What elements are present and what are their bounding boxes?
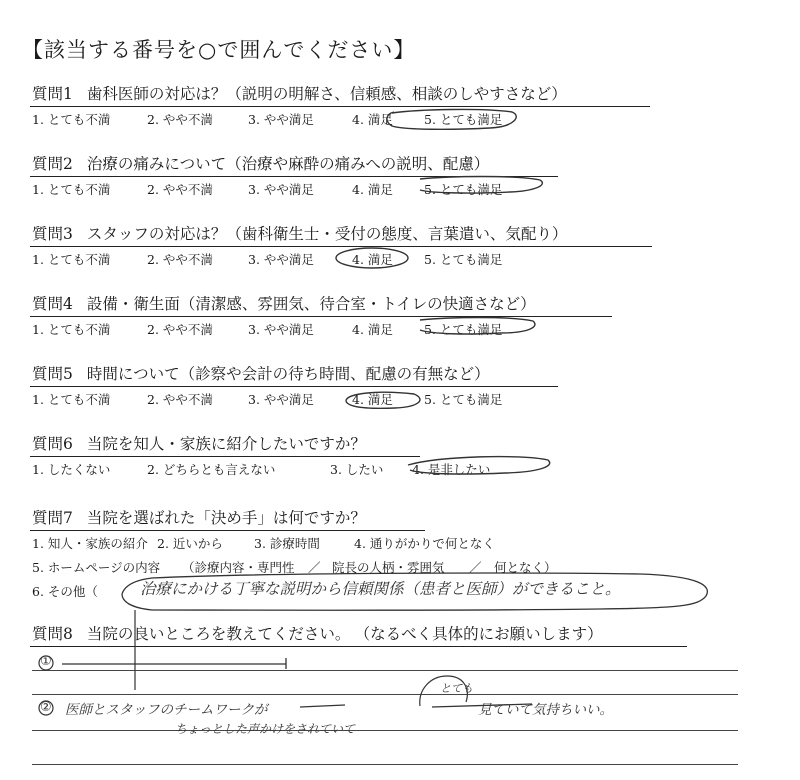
q7-option-2[interactable]: 2. 近いから [157, 536, 223, 551]
q8-note: （なるべく具体的にお願いします） [362, 625, 603, 643]
q8-text: 当院の良いところを教えてください。 [86, 625, 351, 643]
q7-circle-mark [122, 573, 707, 610]
answer-marker-2: ② [40, 700, 52, 715]
q7-option-5[interactable]: 5. ホームページの内容 [32, 560, 161, 575]
q5-label: 質問5 [32, 365, 73, 383]
q7-text: 当院を選ばれた「決め手」は何ですか？ [86, 509, 366, 527]
q1-text: 歯科医師の対応は？（説明の明解さ、信頼感、相談のしやすさなど） [86, 85, 567, 103]
q2-label: 質問2 [32, 155, 73, 173]
answer-1-circle [39, 656, 53, 670]
answer-text-2a: 医師とスタッフのチームワークが [65, 702, 268, 718]
q6-option-1[interactable]: 1. したくない [32, 462, 111, 477]
q7-option-4[interactable]: 4. 通りがかりで何となく [354, 536, 495, 551]
q2-option-3[interactable]: 3. やや満足 [248, 182, 314, 197]
q7-label: 質問7 [32, 509, 73, 527]
q7-option-1[interactable]: 1. 知人・家族の紹介 [32, 536, 148, 551]
q1-option-2[interactable]: 2. やや不満 [147, 112, 213, 127]
q7-option-3[interactable]: 3. 診療時間 [254, 536, 320, 551]
q5-text: 時間について（診察や会計の待ち時間、配慮の有無など） [86, 365, 490, 383]
q3-option-3[interactable]: 3. やや満足 [248, 252, 314, 267]
answer-text-2b: 見ていて気持ちいい。 [478, 702, 613, 718]
q3-option-5[interactable]: 5. とても満足 [424, 252, 503, 267]
answer-marker-1: ① [40, 654, 52, 669]
q2-text: 治療の痛みについて（治療や麻酔の痛みへの説明、配慮） [86, 155, 490, 173]
q3-text: スタッフの対応は？（歯科衛生士・受付の態度、言葉遣い、気配り） [86, 225, 568, 243]
q5-option-2[interactable]: 2. やや不満 [147, 392, 213, 407]
q7-sep-2: ／ [469, 560, 482, 575]
q1-option-4[interactable]: 4. 満足 [352, 112, 393, 127]
q4-label: 質問4 [32, 295, 73, 313]
q2-circle-mark [420, 177, 542, 194]
q7-handwritten-answer: 治療にかける丁寧な説明から信頼関係（患者と医師）ができること。 [140, 580, 621, 598]
q3-label: 質問3 [32, 225, 73, 243]
q8-label: 質問8 [32, 625, 73, 643]
q6-circle-mark [408, 457, 550, 474]
answer-2-circle [39, 701, 53, 715]
q3-circle-mark [336, 248, 408, 268]
q2-option-4[interactable]: 4. 満足 [352, 182, 393, 197]
answer-text-3: ちょっとした声かけをされていて [175, 722, 356, 736]
q2-option-5[interactable]: 5. とても満足 [424, 182, 503, 197]
q5-option-1[interactable]: 1. とても不満 [32, 392, 111, 407]
q4-circle-mark [420, 318, 535, 335]
q5-circle-mark [346, 392, 420, 408]
q1-option-5[interactable]: 5. とても満足 [424, 112, 503, 127]
q1-option-3[interactable]: 3. やや満足 [248, 112, 314, 127]
q7-sub-3: 何となく） [494, 560, 557, 575]
q4-option-1[interactable]: 1. とても不満 [32, 322, 111, 337]
q4-option-4[interactable]: 4. 満足 [352, 322, 393, 337]
q7-option-6[interactable]: 6. その他（ [32, 584, 98, 599]
q4-option-2[interactable]: 2. やや不満 [147, 322, 213, 337]
q5-option-5[interactable]: 5. とても満足 [424, 392, 503, 407]
page-title: 【該当する番号を○で囲んでください】 [22, 38, 416, 62]
q3-option-2[interactable]: 2. やや不満 [147, 252, 213, 267]
q6-option-4[interactable]: 4. 是非したい [412, 462, 491, 477]
answer-insert: とても [440, 682, 473, 695]
q6-text: 当院を知人・家族に紹介したいですか？ [86, 435, 366, 453]
q7-sub-2: 院長の人柄・雰囲気 [332, 560, 445, 575]
q7-sub-1: （診療内容・専門性 [182, 560, 295, 575]
q3-option-4[interactable]: 4. 満足 [352, 252, 393, 267]
q6-option-2[interactable]: 2. どちらとも言えない [147, 462, 276, 477]
q2-option-2[interactable]: 2. やや不満 [147, 182, 213, 197]
q6-label: 質問6 [32, 435, 73, 453]
q3-option-1[interactable]: 1. とても不満 [32, 252, 111, 267]
q2-option-1[interactable]: 1. とても不満 [32, 182, 111, 197]
q5-option-3[interactable]: 3. やや満足 [248, 392, 314, 407]
q6-option-3[interactable]: 3. したい [330, 462, 384, 477]
q1-label: 質問1 [32, 85, 73, 103]
q1-circle-mark [387, 109, 516, 129]
q5-option-4[interactable]: 4. 満足 [352, 392, 393, 407]
q4-option-3[interactable]: 3. やや満足 [248, 322, 314, 337]
q7-sep-1: ／ [308, 560, 321, 575]
q4-text: 設備・衛生面（清潔感、雰囲気、待合室・トイレの快適さなど） [86, 295, 536, 313]
q4-option-5[interactable]: 5. とても満足 [424, 322, 503, 337]
q1-option-1[interactable]: 1. とても不満 [32, 112, 111, 127]
